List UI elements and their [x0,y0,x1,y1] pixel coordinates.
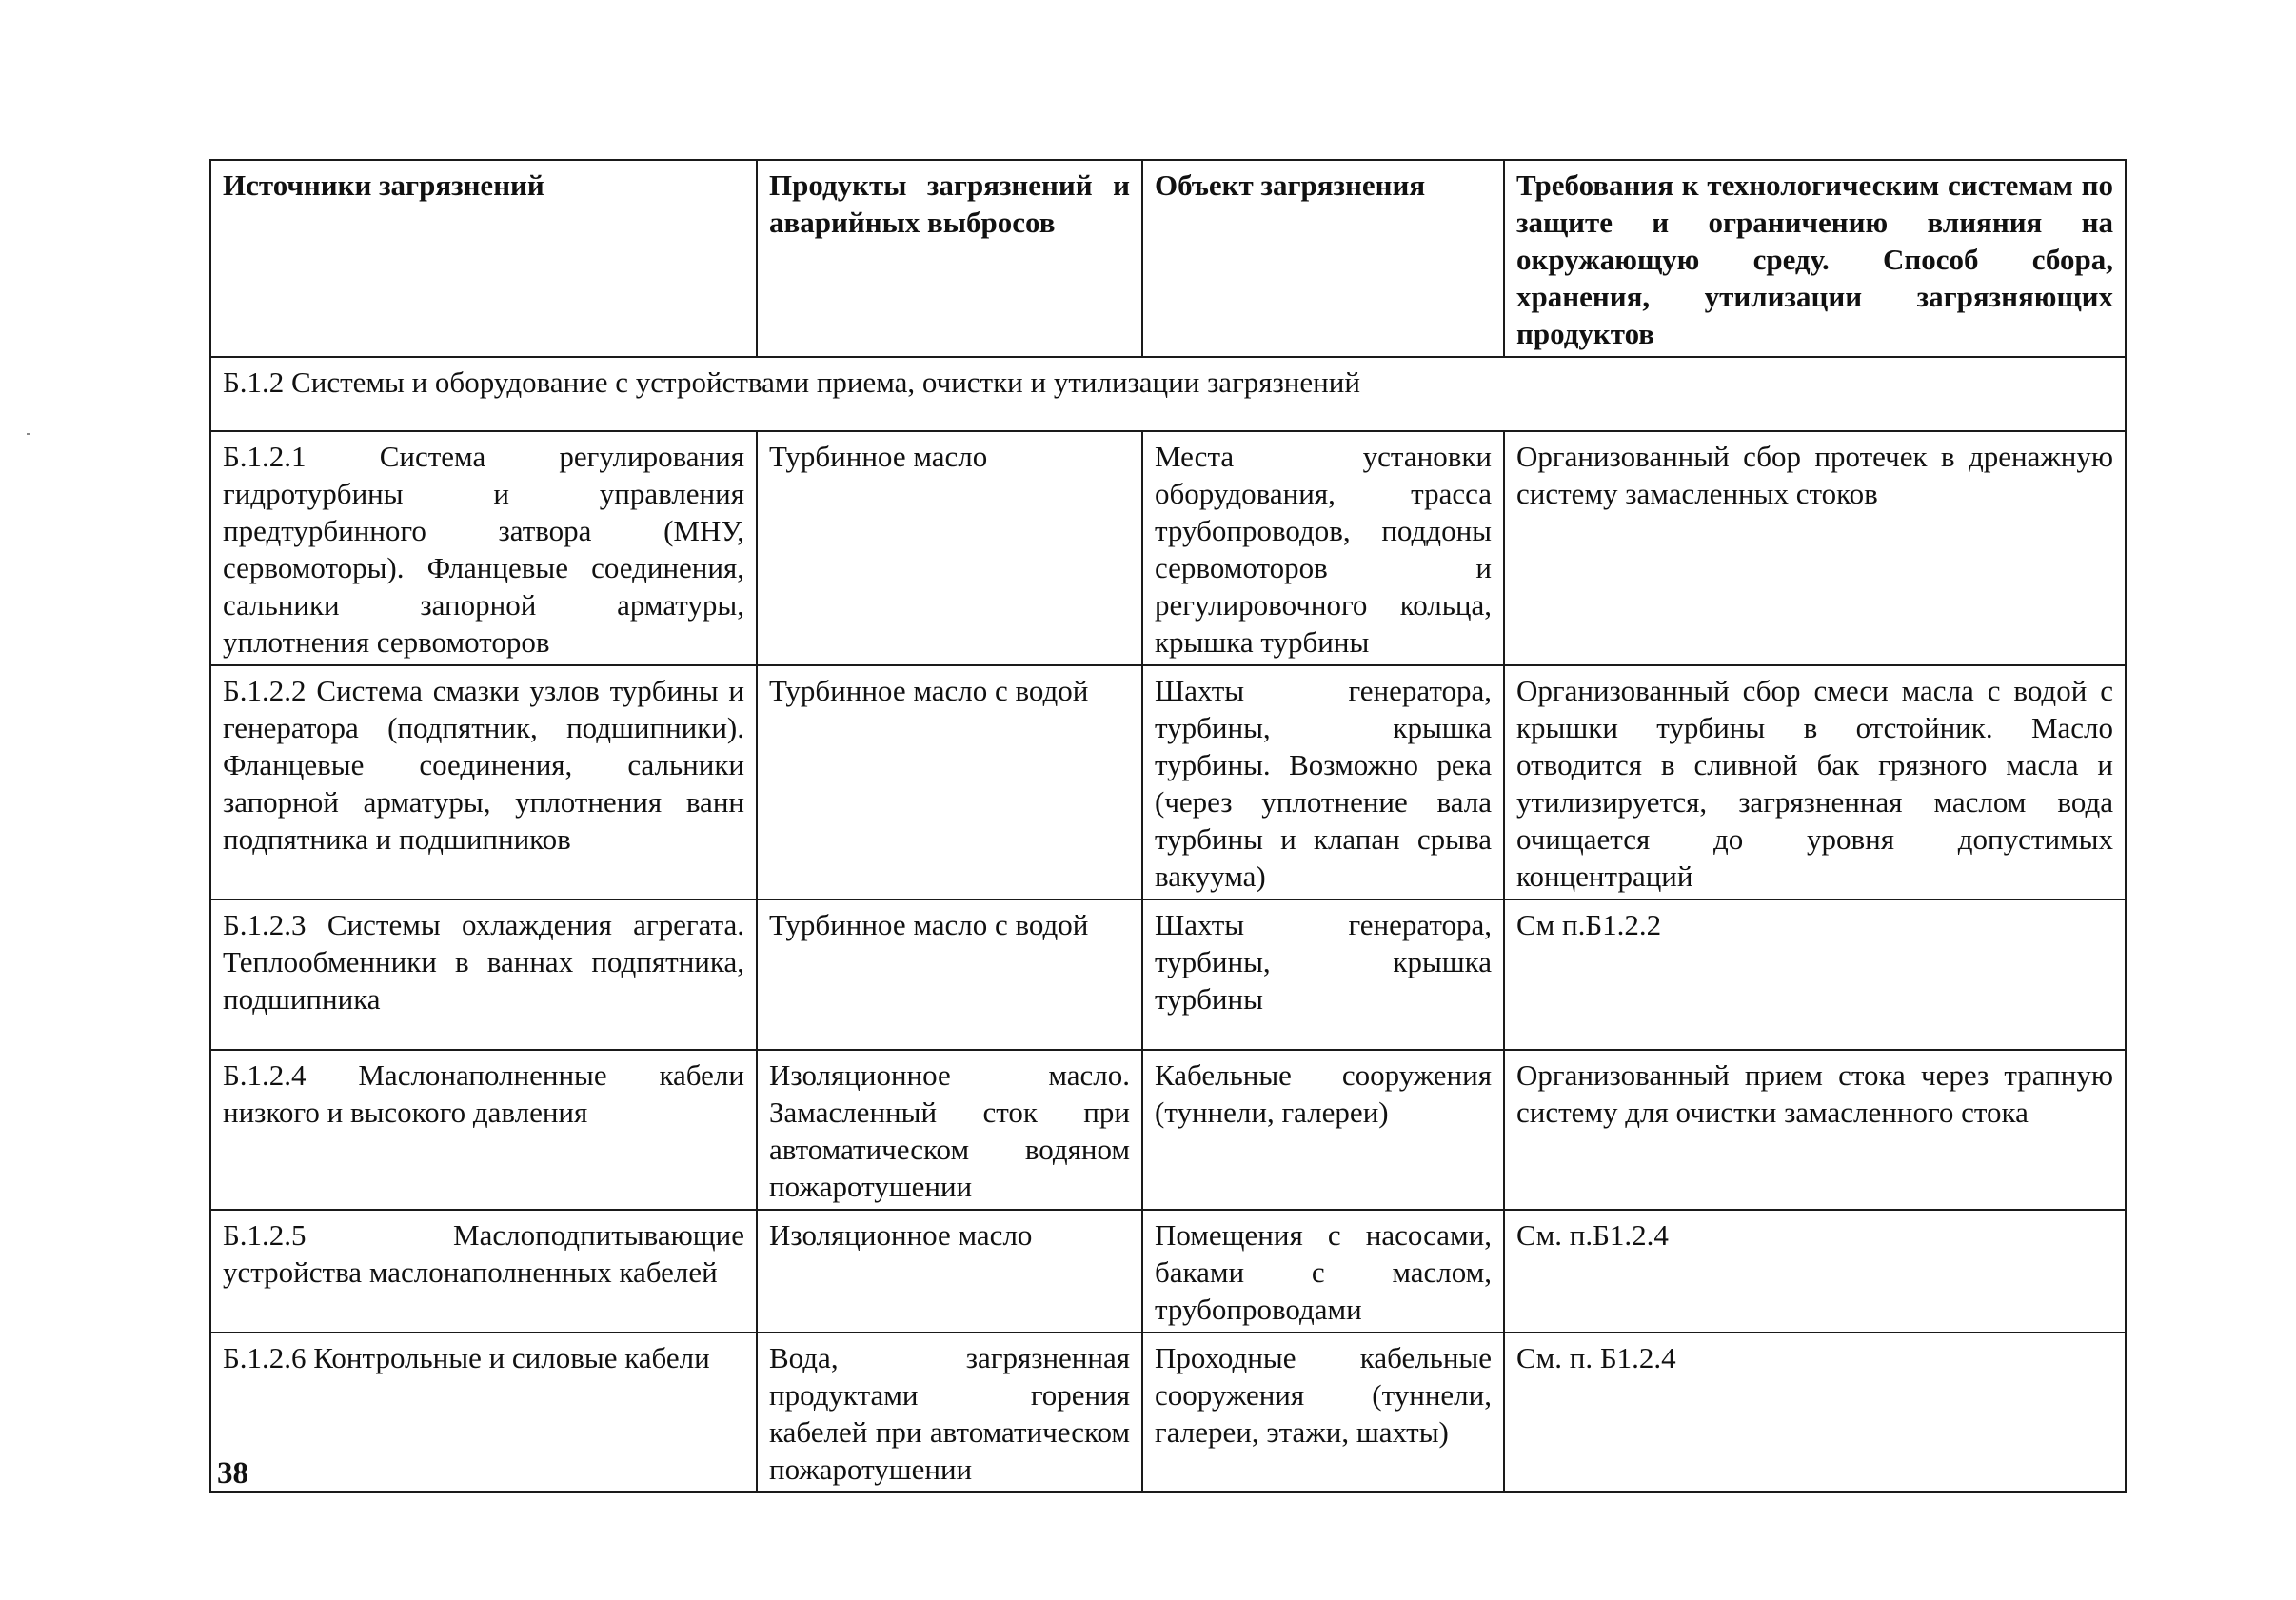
section-row [210,357,2126,431]
table-row [210,665,2126,899]
table-row [210,431,2126,665]
table-row [210,1333,2126,1492]
table-header-row [210,160,2126,357]
header-sources: Источники загрязнений [210,160,757,357]
cell-product: Изоляционное масло [757,1210,1142,1333]
cell-product: Турбинное масло с водой [757,665,1142,899]
cell-object: Помещения с насосами, баками с маслом, трубопроводами [1142,1210,1504,1333]
cell-product: Турбинное масло [757,431,1142,665]
cell-product: Турбинное масло с водой [757,899,1142,1050]
cell-source: Б.1.2.1 Система регулирования гидротурбины и управления предтурбинного затвора (МНУ, сервомоторы). Фланцевые соединения, сальники запорной арматуры, уплотнения сервомоторов [210,431,757,665]
cell-source: Б.1.2.2 Система смазки узлов турбины и генератора (подпятник, подшипники). Фланцевые соединения, сальники запорной арматуры, уплотнения ванн подпятника и подшипников [210,665,757,899]
table-row [210,1210,2126,1333]
header-object: Объект загрязнения [1142,160,1504,357]
cell-source: Б.1.2.3 Системы охлаждения агрегата. Теплообменники в ваннах подпятника, подшипника [210,899,757,1050]
cell-requirements: Организованный прием стока через трапную систему для очистки замасленного стока [1504,1050,2126,1210]
cell-object: Места установки оборудования, трасса трубопроводов, поддоны сервомоторов и регулировочного кольца, крышка турбины [1142,431,1504,665]
cell-product: Вода, загрязненная продуктами горения кабелей при автоматическом пожаротушении [757,1333,1142,1492]
margin-mark [27,433,30,435]
cell-source: Б.1.2.4 Маслонаполненные кабели низкого и высокого давления [210,1050,757,1210]
section-title: Б.1.2 Системы и оборудование с устройствами приема, очистки и утилизации загрязнений [210,357,2126,431]
cell-object: Проходные кабельные сооружения (туннели, галереи, этажи, шахты) [1142,1333,1504,1492]
page-number: 38 [217,1456,248,1491]
cell-product: Изоляционное масло. Замасленный сток при автоматическом водяном пожаротушении [757,1050,1142,1210]
cell-requirements: Организованный сбор смеси масла с водой с крышки турбины в отстойник. Масло отводится в сливной бак грязного масла и утилизируется, загрязненная маслом вода очищается до уровня допустимых концентраций [1504,665,2126,899]
header-requirements: Требования к технологическим системам по защите и ограничению влияния на окружающую среду. Способ сбора, хранения, утилизации загрязняющих продуктов [1504,160,2126,357]
cell-requirements: См. п.Б1.2.4 [1504,1210,2126,1333]
cell-object: Кабельные сооружения (туннели, галереи) [1142,1050,1504,1210]
cell-source: Б.1.2.6 Контрольные и силовые кабели [210,1333,757,1492]
cell-source: Б.1.2.5 Маслоподпитывающие устройства маслонаполненных кабелей [210,1210,757,1333]
table-row [210,899,2126,1050]
cell-object: Шахты генератора, турбины, крышка турбины [1142,899,1504,1050]
table-row [210,1050,2126,1210]
cell-requirements: См п.Б1.2.2 [1504,899,2126,1050]
cell-requirements: См. п. Б1.2.4 [1504,1333,2126,1492]
cell-object: Шахты генератора, турбины, крышка турбины. Возможно река (через уплотнение вала турбины и клапан срыва вакуума) [1142,665,1504,899]
pollution-sources-table [209,159,2127,1493]
cell-requirements: Организованный сбор протечек в дренажную систему замасленных стоков [1504,431,2126,665]
header-products: Продукты загрязнений и аварийных выбросов [757,160,1142,357]
